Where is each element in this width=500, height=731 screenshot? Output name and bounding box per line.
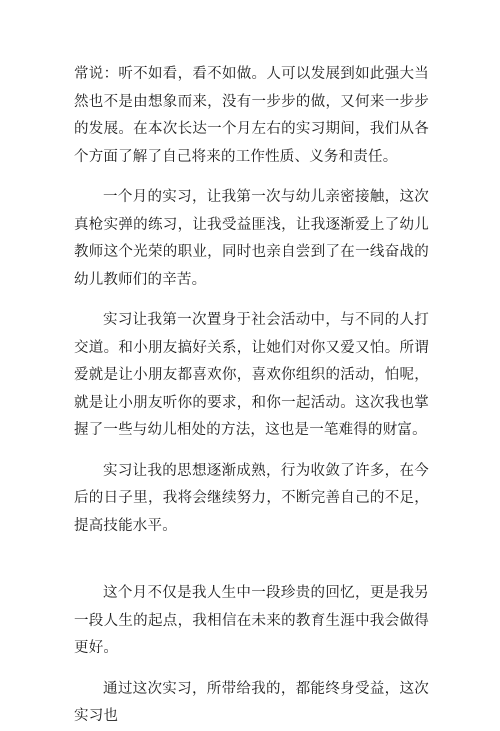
document-body bbox=[74, 61, 429, 731]
paragraph-2: 一个月的实习，让我第一次与幼儿亲密接触，这次真枪实弹的练习，让我受益匪浅，让我逐渐爱上了幼儿教师这个光荣的职业，同时也亲自尝到了在一线奋战的幼儿教师们的辛苦。 bbox=[74, 189, 429, 288]
paragraph-5: 这个月不仅是我人生中一段珍贵的回忆，更是我另一段人生的起点，我相信在未来的教育生涯中我会做得更好。 bbox=[74, 585, 429, 656]
paragraph-1: 常说：听不如看，看不如做。人可以发展到如此强大当然也不是由想象而来，没有一步步的做，又何来一步步的发展。在本次长达一个月左右的实习期间，我们从各个方面了解了自己将来的工作性质、义务和责任。 bbox=[74, 66, 429, 165]
paragraph-4: 实习让我的思想逐渐成熟，行为收敛了许多，在今后的日子里，我将会继续努力，不断完善自己的不足，提高技能水平。 bbox=[74, 462, 429, 534]
paragraph-3: 实习让我第一次置身于社会活动中，与不同的人打交道。和小朋友搞好关系，让她们对你又爱又怕。所谓爱就是让小朋友都喜欢你，喜欢你组织的活动，怕呢，就是让小朋友听你的要求，和你一起活动。这次我也掌握了一些与幼儿相处的方法，这也是一笔难得的财富。 bbox=[74, 312, 429, 438]
paragraph-6: 通过这次实习，所带给我的，都能终身受益，这次实习也 bbox=[74, 680, 429, 724]
